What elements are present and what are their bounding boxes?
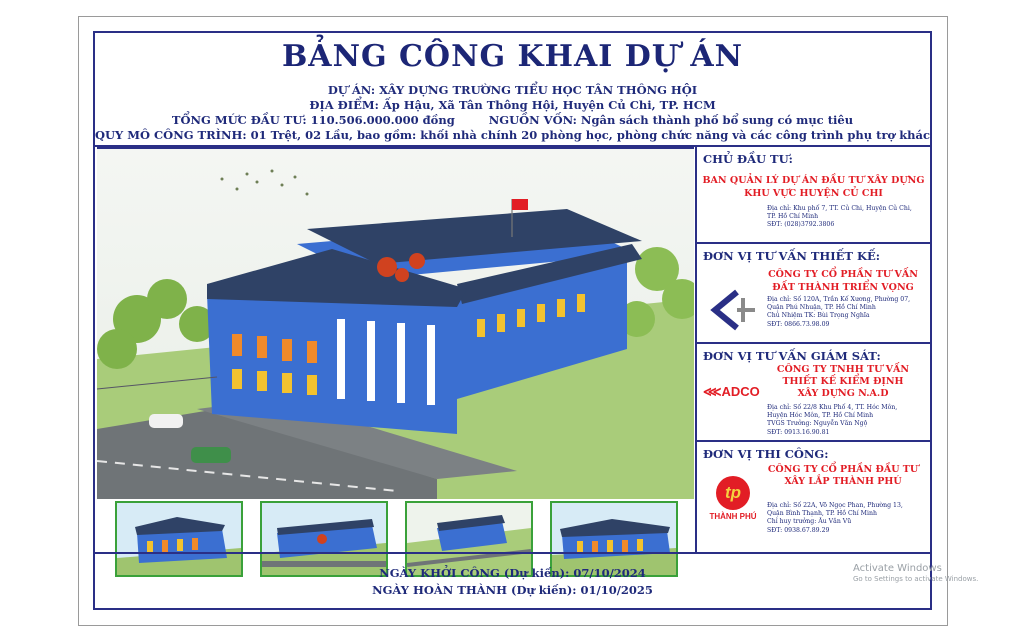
designer-title: ĐƠN VỊ TƯ VẤN THIẾT KẾ: [703,249,880,263]
board-header [95,33,930,145]
designer-city: Quận Phú Nhuận, TP. Hồ Chí Minh [767,304,876,312]
supervisor-name-line2: THIẾT KẾ KIỂM ĐỊNH [782,376,904,387]
owner-phone: SĐT: (028)3792.3806 [767,221,835,229]
project-scale: QUY MÔ CÔNG TRÌNH: 01 Trệt, 02 Lầu, bao gồm: khối nhà chính 20 phòng học, phòng chức năng và các công trình phụ trợ khác [95,128,930,142]
designer-phone: SĐT: 0866.73.98.09 [767,320,830,328]
supervisor-phone: SĐT: 0913.16.90.81 [767,428,830,436]
supervisor-title: ĐƠN VỊ TƯ VẤN GIÁM SÁT: [703,349,881,363]
activate-windows-watermark [853,563,978,583]
designer-panel [697,244,930,344]
funding-source: NGUỒN VỐN: Ngân sách thành phố bổ sung có mục tiêu [488,113,854,127]
contractor-name-line2: XÂY LẮP THÀNH PHÚ [784,476,902,487]
start-date: NGÀY KHỞI CÔNG (Dự kiến): 07/10/2024 [379,566,646,580]
board-title: BẢNG CÔNG KHAI DỰ ÁN [281,39,744,74]
project-board [93,31,932,610]
supervisor-city: Huyện Hóc Môn, TP. Hồ Chí Minh [767,412,874,420]
owner-address: Địa chỉ: Khu phố 7, TT. Củ Chi, Huyện Củ Chi, [767,205,912,212]
contractor-phone: SĐT: 0938.67.89.29 [767,526,830,534]
thanh-phu-logo [703,476,763,521]
contractor-name-line1: CÔNG TY CỔ PHẦN ĐẦU TƯ [767,464,919,475]
thumbnail-strip [95,496,696,552]
board-footer [95,554,930,608]
supervisor-name-line1: CÔNG TY TNHH TƯ VẤN [776,364,910,375]
designer-name-line1: CÔNG TY CỔ PHẦN TƯ VẤN [768,269,918,280]
supervisor-panel [697,344,930,442]
total-investment: TỔNG MỨC ĐẦU TƯ: 110.506.000.000 đồng [171,113,455,127]
owner-city: TP. Hồ Chí Minh [767,213,819,221]
watermark-line1: Activate Windows [853,563,942,574]
supervisor-address: Địa chỉ: Số 22/8 Khu Phố 4, TT. Hóc Môn, [767,404,898,411]
designer-address: Địa chỉ: Số 120A, Trần Kế Xương, Phường 07, [767,296,911,303]
contractor-info [767,502,927,535]
school-building-rendering [97,147,694,499]
owner-title: CHỦ ĐẦU TƯ: [703,152,793,166]
adco-logo: ⋘ADCO [703,384,760,399]
designer-name-line2: ĐẤT THÀNH TRIỂN VỌNG [772,282,914,293]
contractor-city: Quận Bình Thạnh, TP. Hồ Chí Minh [767,510,877,518]
project-location: ĐỊA ĐIỂM: Ấp Hậu, Xã Tân Thông Hội, Huyện Củ Chi, TP. HCM [309,98,716,112]
investment-row [95,113,930,127]
supervisor-name-line3: XÂY DỰNG N.A.D [797,388,889,399]
contractor-address: Địa chỉ: Số 22A, Võ Ngọc Phan, Phường 13, [767,502,903,509]
watermark-line2: Go to Settings to activate Windows. [853,575,979,583]
thanh-phu-logo-text: THÀNH PHÚ [709,512,757,521]
designer-info [767,296,927,329]
owner-info [767,205,927,230]
designer-logo [707,286,759,336]
adco-logo-text: ADCO [721,384,760,399]
supervisor-info [767,404,927,437]
contractor-panel [697,442,930,552]
contractor-chief: Chỉ huy trưởng: Âu Văn Vũ [767,518,852,526]
owner-name-line1: BAN QUẢN LÝ DỰ ÁN ĐẦU TƯ XÂY DỰNG [702,175,925,186]
finish-date: NGÀY HOÀN THÀNH (Dự kiến): 01/10/2025 [372,583,653,597]
project-name: DỰ ÁN: XÂY DỰNG TRƯỜNG TIỂU HỌC TÂN THÔNG HỘI [327,83,698,97]
contractor-title: ĐƠN VỊ THI CÔNG: [703,447,829,461]
supervisor-chief: TVGS Trưởng: Nguyễn Văn Ngộ [767,420,868,428]
designer-manager: Chủ Nhiệm TK: Bùi Trọng Nghĩa [767,312,870,320]
owner-panel [697,147,930,244]
owner-name-line2: KHU VỰC HUYỆN CỦ CHI [744,188,883,199]
thanh-phu-logo-mark: tp [716,476,750,510]
